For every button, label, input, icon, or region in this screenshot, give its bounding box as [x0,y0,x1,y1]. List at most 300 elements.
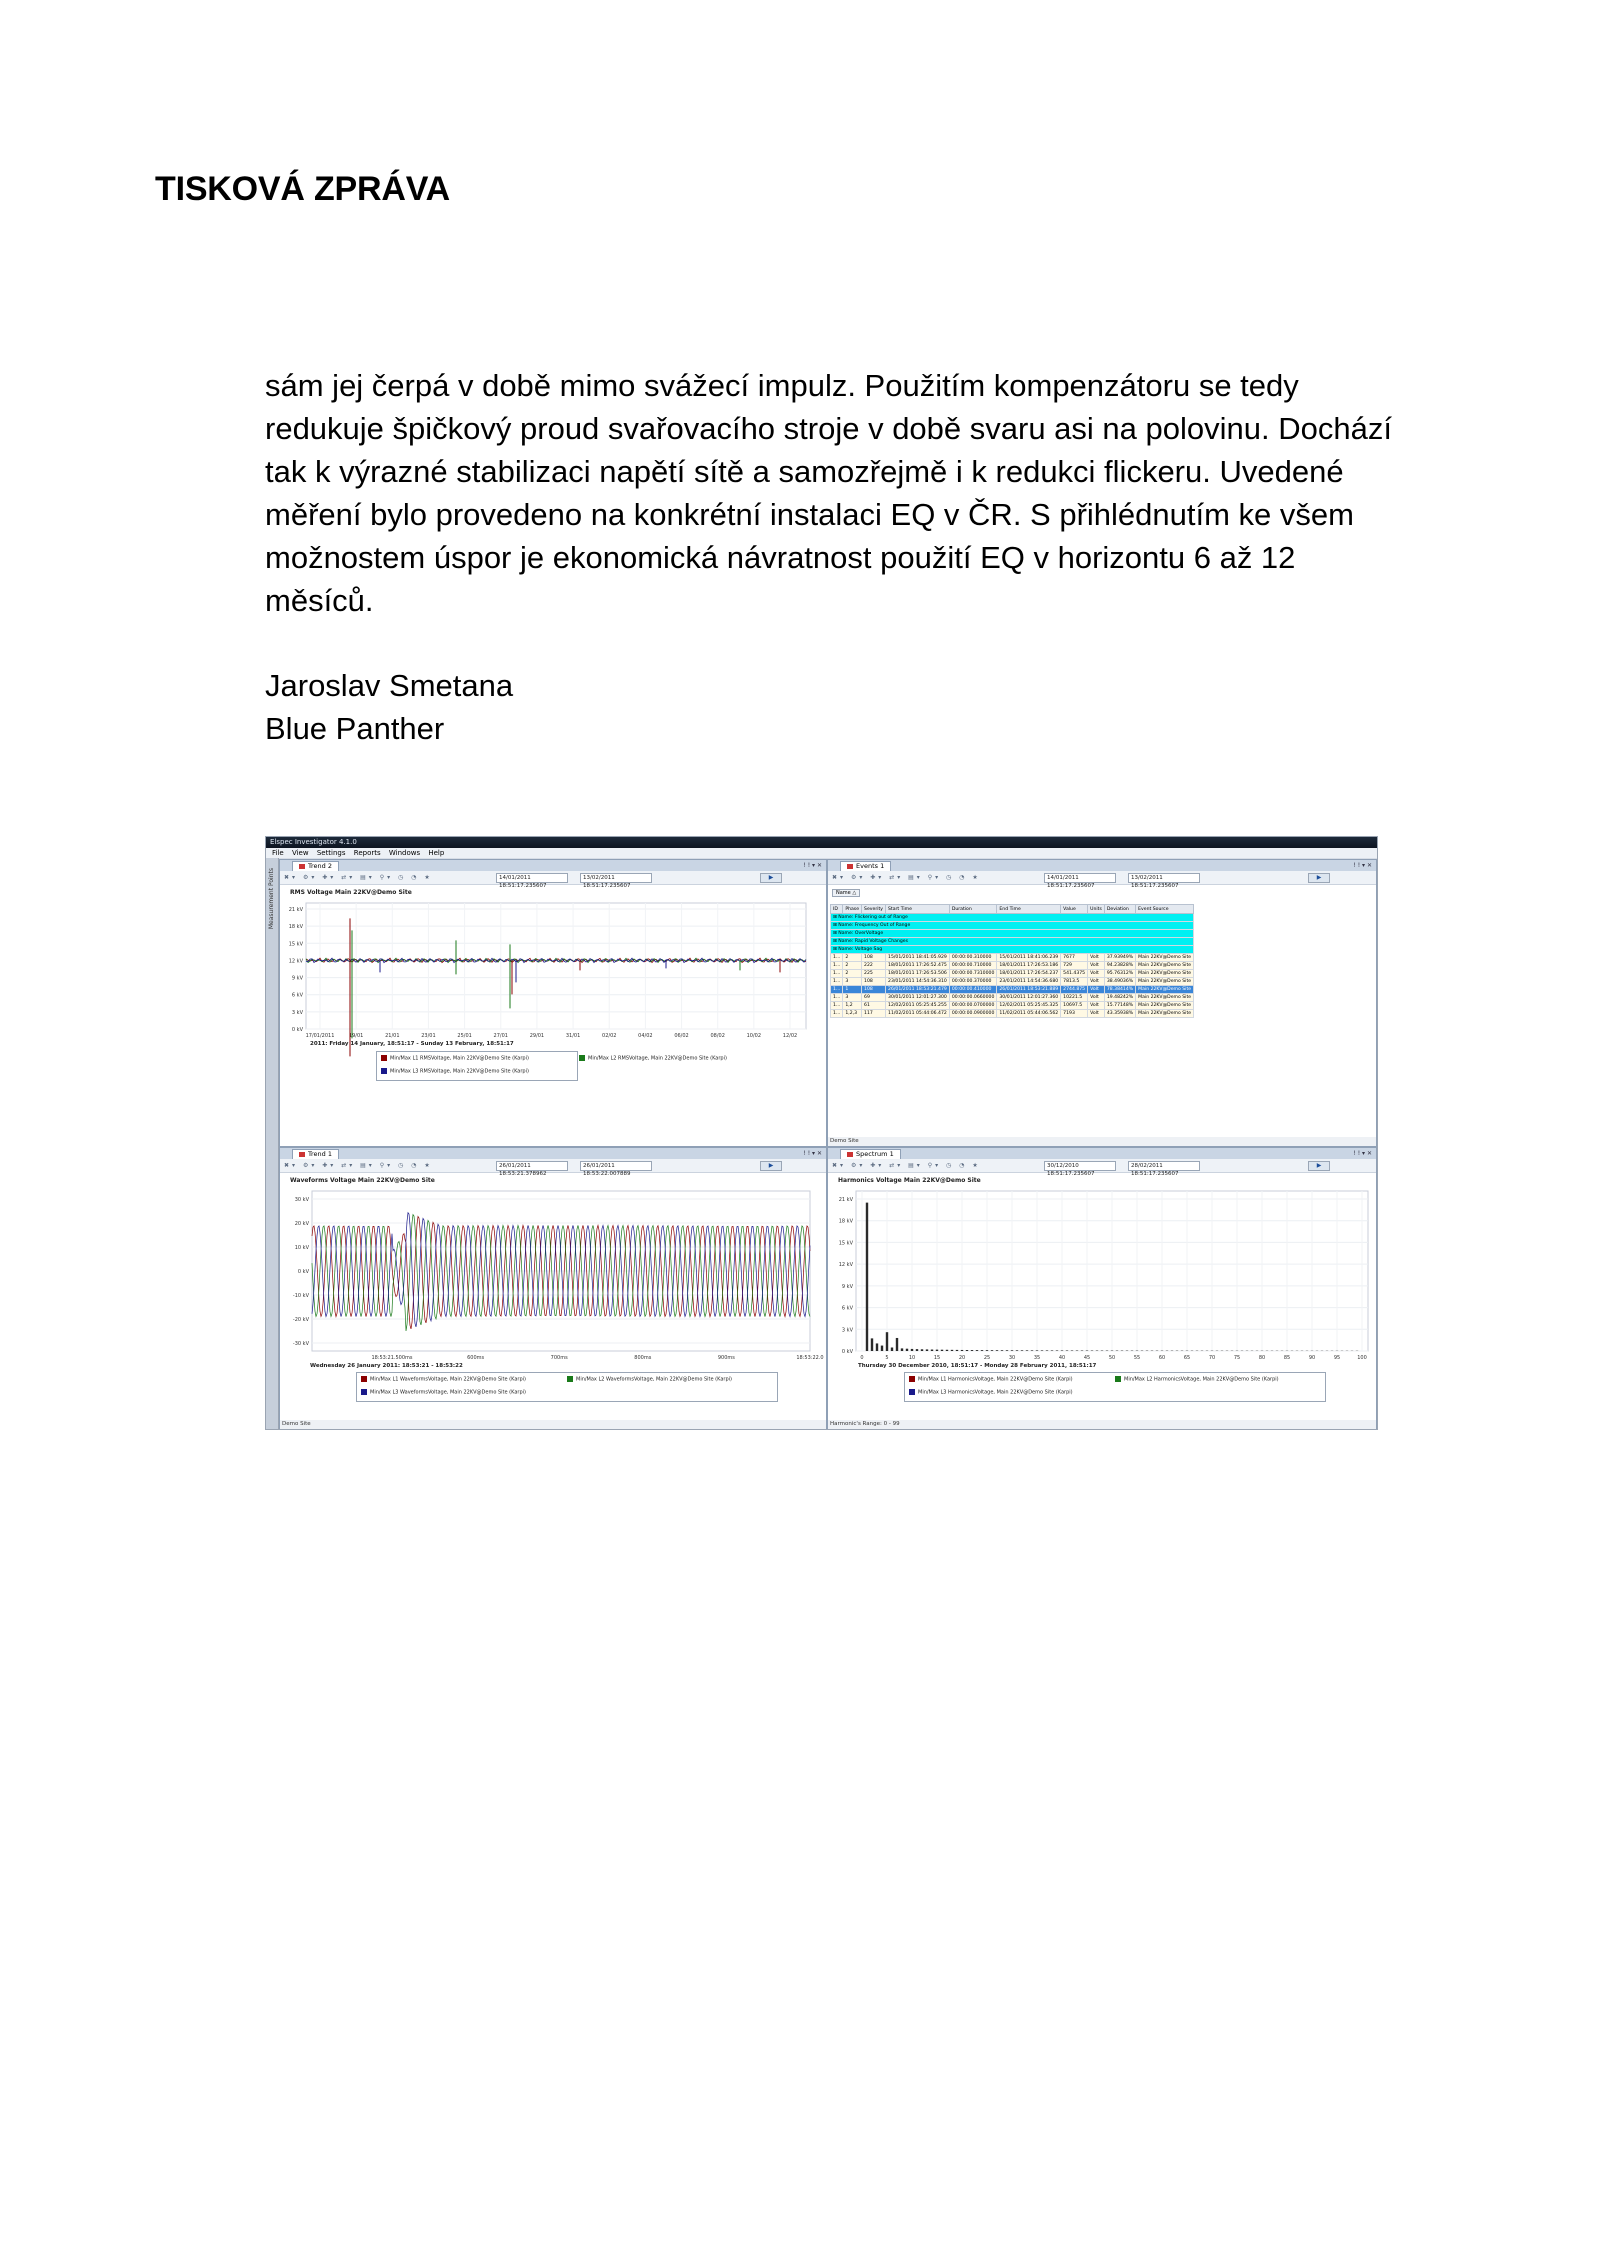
x-tick-label: 50 [1108,1355,1116,1361]
go-button[interactable]: ▶ [760,1161,782,1171]
table-cell: Main 22KV@Demo Site [1136,978,1194,986]
window-controls[interactable]: ! ! ▾ ✕ [1353,862,1372,869]
chart-caption: 2011: Friday 14 January, 18:51:17 - Sunday 13 February, 18:51:17 [310,1041,514,1047]
x-tick-label: 60 [1158,1355,1166,1361]
table-cell: 222 [862,962,886,970]
x-tick-label: 70 [1208,1355,1216,1361]
go-button[interactable]: ▶ [1308,873,1330,883]
table-cell: 3 [843,978,862,986]
x-tick-label: 100 [1357,1355,1367,1361]
x-tick-label: 0 [860,1355,864,1361]
y-tick-label: 0 kV [841,1349,853,1355]
table-cell: Main 22KV@Demo Site [1136,1010,1194,1018]
table-cell: 729 [1061,962,1088,970]
harmonic-bar [1041,1350,1043,1351]
table-cell: 30/01/2011 12:01:27.300 [886,994,950,1002]
harmonic-bar [1036,1350,1038,1351]
harmonic-bar [1021,1350,1023,1351]
pane-body [828,885,1376,1146]
toolbar-icons[interactable]: ✖▾ ⚙▾ ✚▾ ⇄▾ ▤▾ ⚲▾ ◷ ◔ ★ [284,1162,433,1169]
y-tick-label: 0 kV [291,1027,303,1033]
table-cell: 1... [831,994,843,1002]
group-row[interactable] [831,914,1194,922]
group-row[interactable] [831,930,1194,938]
chart-title: RMS Voltage Main 22KV@Demo Site [290,889,412,896]
window-controls[interactable]: ! ! ▾ ✕ [803,1150,822,1157]
table-cell: 18/01/2011 17:26:52.475 [886,962,950,970]
column-header[interactable]: ID [831,905,843,914]
table-cell: Volt [1088,1010,1105,1018]
table-cell: 18/01/2011 17:26:54.237 [997,970,1061,978]
harmonic-bar [976,1350,978,1351]
table-cell: 7677 [1061,954,1088,962]
y-tick-label: 10 kV [294,1245,309,1251]
app-titlebar: Elspec Investigator 4.1.0 [266,837,1377,848]
table-cell: Volt [1088,954,1105,962]
x-tick-label: 18:53:22.0 [796,1355,824,1361]
harmonic-bar [961,1350,963,1351]
group-row[interactable] [831,922,1194,930]
paragraph-line: sám jej čerpá v době mimo svážecí impulz. Použitím kompenzátoru se tedy [265,368,1299,403]
pane-body [280,885,826,1146]
table-cell: 00:00:00.370000 [949,978,997,986]
table-cell: 15.77148% [1104,1002,1135,1010]
table-cell: 3 [843,994,862,1002]
x-tick-label: 12/02 [782,1033,798,1039]
harmonic-bar [1026,1350,1028,1351]
table-cell: 541.4375 [1061,970,1088,978]
x-tick-label: 29/01 [529,1033,545,1039]
table-cell: 78.38414% [1104,986,1135,994]
table-row[interactable] [831,1010,1194,1018]
harmonic-bar [951,1350,953,1351]
y-tick-label: 21 kV [288,907,303,913]
x-tick-label: 600ms [467,1355,485,1361]
table-cell: 11/02/2011 05:44:06.562 [997,1010,1061,1018]
harmonic-bar [936,1350,938,1351]
table-cell: 23/01/2011 14:54:36.680 [997,978,1061,986]
harmonic-bar [881,1346,883,1351]
x-tick-label: 45 [1083,1355,1091,1361]
x-tick-label: 15 [933,1355,941,1361]
harmonic-bar [1046,1350,1048,1351]
pane-trend-1 [279,1147,827,1430]
column-header[interactable]: End Time [997,905,1061,914]
table-cell: 19.48242% [1104,994,1135,1002]
x-tick-label: 23/01 [421,1033,436,1039]
table-cell: 18/01/2011 17:26:53.186 [997,962,1061,970]
menu-reports[interactable]: Reports [353,849,381,857]
window-controls[interactable]: ! ! ▾ ✕ [803,862,822,869]
harmonic-bar [1006,1350,1008,1351]
harmonic-bar [986,1350,988,1351]
table-cell: 43.35938% [1104,1010,1135,1018]
table-cell: 1... [831,978,843,986]
table-cell: 1... [831,1002,843,1010]
toolbar-icons[interactable]: ✖▾ ⚙▾ ✚▾ ⇄▾ ▤▾ ⚲▾ ◷ ◔ ★ [832,874,981,881]
signature-block [265,664,513,750]
chart-caption: Wednesday 26 January 2011: 18:53:21 - 18:53:22 [310,1363,463,1369]
y-tick-label: 9 kV [291,975,303,982]
column-header[interactable]: Duration [949,905,997,914]
harmonic-bar [1061,1350,1063,1351]
measurement-points-strip[interactable] [266,858,279,1429]
software-screenshot [265,836,1378,1430]
table-cell: 1... [831,986,843,994]
x-tick-label: 25 [983,1355,991,1361]
plot-area [306,903,806,1029]
chart-legend [356,1372,778,1402]
table-cell: Volt [1088,978,1105,986]
x-tick-label: 5 [885,1355,889,1361]
author-name: Jaroslav Smetana [265,668,514,703]
table-cell: 94.23828% [1104,962,1135,970]
x-tick-label: 04/02 [638,1033,653,1039]
app-menubar [266,848,1377,858]
legend-l2: Min/Max L2 WaveformsVoltage, Main 22KV@Demo Site (Karpi) [567,1376,732,1383]
table-cell: 108 [862,978,886,986]
chart-caption: Thursday 30 December 2010, 18:51:17 - Monday 28 February 2011, 18:51:17 [858,1363,1097,1369]
table-cell: Main 22KV@Demo Site [1136,986,1194,994]
from-time-input[interactable]: 14/01/2011 18:51:17.235607 [1044,873,1116,883]
y-tick-label: 12 kV [288,958,303,965]
legend-l1: Min/Max L1 HarmonicsVoltage, Main 22KV@Demo Site (Karpi) [909,1376,1073,1383]
pane-tabbar [828,860,1376,871]
x-tick-label: 18:53:21.500ms [371,1355,413,1361]
table-cell: 00:00:00.410000 [949,986,997,994]
harmonic-bar [871,1338,873,1351]
table-cell: 30/01/2011 12:01:27.360 [997,994,1061,1002]
group-label: ⊞ Name: Voltage Sag [831,946,1194,954]
table-header-row [831,905,1194,914]
from-time-input[interactable]: 30/12/2010 18:51:17.235607 [1044,1161,1116,1171]
company-name: Blue Panther [265,711,445,746]
column-header[interactable]: Event Source [1136,905,1194,914]
to-time-input[interactable]: 26/01/2011 18:53:22.007889 [580,1161,652,1171]
group-label: ⊞ Name: OverVoltage [831,930,1194,938]
x-tick-label: 08/02 [710,1033,725,1039]
column-header[interactable]: Start Time [886,905,950,914]
x-tick-label: 800ms [634,1355,652,1361]
table-cell: 2 [843,954,862,962]
table-cell: 00:00:00.7310000 [949,970,997,978]
x-tick-label: 80 [1258,1355,1266,1361]
table-cell: Volt [1088,970,1105,978]
table-cell: 11/02/2011 05:44:06.472 [886,1010,950,1018]
pane-footer: Harmonic's Range: 0 - 99 [828,1420,1376,1429]
menu-help[interactable]: Help [428,849,445,857]
y-tick-label: -30 kV [292,1341,309,1347]
table-cell: 15/01/2011 18:41:06.239 [997,954,1061,962]
table-cell: 00:00:00.0900000 [949,1010,997,1018]
page-heading: TISKOVÁ ZPRÁVA [155,170,451,208]
y-tick-label: 6 kV [841,1305,853,1312]
table-cell: 225 [862,970,886,978]
harmonic-bar [1071,1350,1073,1351]
harmonic-bar [946,1350,948,1351]
table-cell: 12/02/2011 05:25:45.255 [886,1002,950,1010]
toolbar-icons[interactable]: ✖▾ ⚙▾ ✚▾ ⇄▾ ▤▾ ⚲▾ ◷ ◔ ★ [284,874,433,881]
legend-l3: Min/Max L3 HarmonicsVoltage, Main 22KV@Demo Site (Karpi) [909,1389,1073,1396]
menu-view[interactable]: View [291,849,309,857]
table-cell: 00:00:00.710000 [949,962,997,970]
legend-l2: Min/Max L2 HarmonicsVoltage, Main 22KV@Demo Site (Karpi) [1115,1376,1279,1383]
table-cell: 1... [831,1010,843,1018]
go-button[interactable]: ▶ [1308,1161,1330,1171]
harmonic-bar [876,1343,878,1351]
table-cell: 12/02/2011 05:25:45.325 [997,1002,1061,1010]
y-tick-label: 30 kV [294,1197,309,1203]
to-time-input[interactable]: 28/02/2011 18:51:17.235607 [1128,1161,1200,1171]
table-cell: 26/01/2011 18:53:21.889 [997,986,1061,994]
table-cell: 10221.5 [1061,994,1088,1002]
harmonic-bar [991,1350,993,1351]
table-cell: Main 22KV@Demo Site [1136,1002,1194,1010]
y-tick-label: 3 kV [291,1009,303,1016]
table-cell: 2744.875 [1061,986,1088,994]
pane-toolbar [828,1159,1376,1177]
pane-footer: Demo Site [280,1420,826,1429]
table-cell: 1 [843,986,862,994]
table-row[interactable] [831,994,1194,1002]
harmonic-bar [956,1350,958,1351]
harmonic-bar [866,1203,868,1351]
group-label: ⊞ Name: Flickering out of Range [831,914,1194,922]
x-tick-label: 21/01 [385,1033,400,1039]
x-tick-label: 95 [1333,1355,1341,1361]
chart-legend [904,1372,1326,1402]
table-cell: 108 [862,986,886,994]
table-row[interactable] [831,978,1194,986]
to-time-input[interactable]: 13/02/2011 18:51:17.235607 [1128,873,1200,883]
events-table [830,904,1194,1018]
x-tick-label: 10/02 [746,1033,762,1039]
table-cell: 15/01/2011 18:41:05.929 [886,954,950,962]
harmonic-bar [1016,1350,1018,1351]
paragraph-line: možnostem úspor je ekonomická návratnost použití EQ v horizontu 6 až 12 [265,540,1296,575]
table-cell: 00:00:00.0700000 [949,1002,997,1010]
paragraph-line: tak k výrazné stabilizaci napětí sítě a samozřejmě i k redukci flickeru. Uvedené [265,454,1344,489]
tab-spectrum-1[interactable]: Spectrum 1 [840,1149,901,1160]
toolbar-icons[interactable]: ✖▾ ⚙▾ ✚▾ ⇄▾ ▤▾ ⚲▾ ◷ ◔ ★ [832,1162,981,1169]
paragraph-line: měsíců. [265,583,374,618]
x-tick-label: 06/02 [674,1033,689,1039]
pane-toolbar [280,871,826,889]
pane-trend-2 [279,859,827,1147]
from-time-input[interactable]: 14/01/2011 18:51:17.235607 [496,873,568,883]
harmonic-bar [891,1348,893,1352]
x-tick-label: 27/01 [493,1033,508,1039]
table-cell: Volt [1088,986,1105,994]
x-tick-label: 55 [1133,1355,1141,1361]
table-cell: 1... [831,962,843,970]
x-tick-label: 90 [1308,1355,1316,1361]
x-tick-label: 31/01 [565,1033,581,1039]
pane-spectrum-1 [827,1147,1377,1430]
table-row[interactable] [831,954,1194,962]
group-by-filter[interactable]: Name △ [832,889,860,897]
group-label: ⊞ Name: Rapid Voltage Changes [831,938,1194,946]
table-cell: 38.49036% [1104,978,1135,986]
table-cell: 117 [862,1010,886,1018]
x-tick-label: 35 [1033,1355,1041,1361]
pane-body [280,1173,826,1429]
table-row[interactable] [831,986,1194,994]
tab-events-1[interactable]: Events 1 [840,861,891,872]
harmonic-bar [1011,1350,1013,1351]
table-cell: 108 [862,954,886,962]
column-header[interactable]: Severity [862,905,886,914]
column-header[interactable]: Phase [843,905,862,914]
window-controls[interactable]: ! ! ▾ ✕ [1353,1150,1372,1157]
group-label: ⊞ Name: Frequency Out of Range [831,922,1194,930]
table-row[interactable] [831,1002,1194,1010]
menu-settings[interactable]: Settings [316,849,346,857]
harmonic-bar [916,1349,918,1351]
table-cell: 2 [843,962,862,970]
x-tick-label: 02/02 [602,1033,617,1039]
legend-l1: Min/Max L1 RMSVoltage, Main 22KV@Demo Site (Karpi) [381,1055,529,1062]
x-tick-label: 75 [1233,1355,1241,1361]
table-cell: Main 22KV@Demo Site [1136,970,1194,978]
table-row[interactable] [831,970,1194,978]
go-button[interactable]: ▶ [760,873,782,883]
x-tick-label: 40 [1058,1355,1066,1361]
rms-voltage-chart [280,885,824,1145]
y-tick-label: 6 kV [291,992,303,999]
table-cell: 2 [843,970,862,978]
paragraph-line: měření bylo provedeno na konkrétní instalaci EQ v ČR. S přihlédnutím ke všem [265,497,1354,532]
y-tick-label: 9 kV [841,1283,853,1290]
table-cell: 7193 [1061,1010,1088,1018]
harmonic-bar [926,1349,928,1351]
harmonic-bar [906,1349,908,1351]
x-tick-label: 20 [958,1355,966,1361]
harmonic-bar [921,1349,923,1351]
y-tick-label: 20 kV [294,1221,309,1227]
tab-trend-2[interactable]: Trend 2 [292,861,339,872]
legend-l2: Min/Max L2 RMSVoltage, Main 22KV@Demo Site (Karpi) [579,1055,727,1062]
table-cell: 61 [862,1002,886,1010]
table-cell: 95.76312% [1104,970,1135,978]
to-time-input[interactable]: 13/02/2011 18:51:17.235607 [580,873,652,883]
menu-windows[interactable]: Windows [388,849,421,857]
column-header[interactable]: Value [1061,905,1088,914]
harmonic-bar [941,1350,943,1351]
table-cell: 23/01/2011 14:54:36.310 [886,978,950,986]
harmonic-bar [1056,1350,1058,1351]
table-cell: 10697.5 [1061,1002,1088,1010]
y-tick-label: 15 kV [288,941,303,948]
x-tick-label: 17/01/2011 [305,1033,335,1039]
legend-l3: Min/Max L3 WaveformsVoltage, Main 22KV@Demo Site (Karpi) [361,1389,526,1396]
table-cell: 18/01/2011 17:26:53.506 [886,970,950,978]
table-cell: 1... [831,970,843,978]
harmonic-bar [996,1350,998,1351]
harmonic-bar [896,1338,898,1351]
pane-body [828,1173,1376,1429]
table-cell: 1... [831,954,843,962]
table-cell: Main 22KV@Demo Site [1136,962,1194,970]
table-cell: 37.93949% [1104,954,1135,962]
x-tick-label: 700ms [550,1355,568,1361]
x-tick-label: 25/01 [457,1033,472,1039]
paragraph-line: redukuje špičkový proud svařovacího stroje v době svaru asi na polovinu. Dochází [265,411,1392,446]
y-tick-label: 0 kV [297,1269,309,1275]
pane-footer: Demo Site [828,1137,1376,1146]
body-paragraph [265,364,1465,622]
y-tick-label: 3 kV [841,1327,853,1334]
table-cell: 1,2 [843,1002,862,1010]
harmonic-bar [1066,1350,1068,1351]
legend-l3: Min/Max L3 RMSVoltage, Main 22KV@Demo Site (Karpi) [381,1068,529,1075]
table-cell: Main 22KV@Demo Site [1136,994,1194,1002]
harmonic-bar [971,1350,973,1351]
table-cell: 1,2,3 [843,1010,862,1018]
legend-l1: Min/Max L1 WaveformsVoltage, Main 22KV@Demo Site (Karpi) [361,1376,526,1383]
table-cell: 7813.5 [1061,978,1088,986]
table-cell: Volt [1088,994,1105,1002]
pane-toolbar [828,871,1376,889]
x-tick-label: 19/01 [348,1033,364,1039]
harmonic-bar [901,1348,903,1351]
table-cell: 26/01/2011 18:53:21.479 [886,986,950,994]
group-row[interactable] [831,938,1194,946]
pane-tabbar [280,1148,826,1159]
table-row[interactable] [831,962,1194,970]
table-cell: Volt [1088,962,1105,970]
table-cell: 69 [862,994,886,1002]
table-cell: Volt [1088,1002,1105,1010]
y-tick-label: 18 kV [288,924,303,931]
from-time-input[interactable]: 26/01/2011 18:53:21.378962 [496,1161,568,1171]
pane-toolbar [280,1159,826,1177]
harmonic-bar [1051,1350,1053,1351]
table-cell: 00:00:00.310000 [949,954,997,962]
x-tick-label: 900ms [717,1355,735,1361]
chart-title: Harmonics Voltage Main 22KV@Demo Site [838,1177,981,1184]
pane-events-1 [827,859,1377,1147]
x-tick-label: 30 [1008,1355,1016,1361]
tab-trend-1[interactable]: Trend 1 [292,1149,339,1160]
column-header[interactable]: Units [1088,905,1105,914]
harmonic-bar [1031,1350,1033,1351]
y-tick-label: 21 kV [838,1197,853,1203]
x-tick-label: 65 [1183,1355,1191,1361]
pane-tabbar [828,1148,1376,1159]
y-tick-label: -20 kV [292,1317,309,1323]
chart-legend [376,1051,727,1081]
table-cell: Main 22KV@Demo Site [1136,954,1194,962]
table-cell: 00:00:00.0660000 [949,994,997,1002]
x-tick-label: 10 [908,1355,916,1361]
harmonic-bar [981,1350,983,1351]
harmonic-bar [1001,1350,1003,1351]
x-tick-label: 85 [1283,1355,1291,1361]
menu-file[interactable]: File [272,849,284,857]
column-header[interactable]: Deviation [1104,905,1135,914]
harmonic-bar [886,1332,888,1351]
side-label: Measurement Points [268,868,275,930]
harmonic-bar [966,1350,968,1351]
y-tick-label: 18 kV [838,1218,853,1225]
pane-tabbar [280,860,826,871]
harmonic-bar [911,1349,913,1351]
y-tick-label: -10 kV [292,1293,309,1299]
group-row[interactable] [831,946,1194,954]
y-tick-label: 12 kV [838,1262,853,1269]
harmonic-bar [931,1350,933,1351]
